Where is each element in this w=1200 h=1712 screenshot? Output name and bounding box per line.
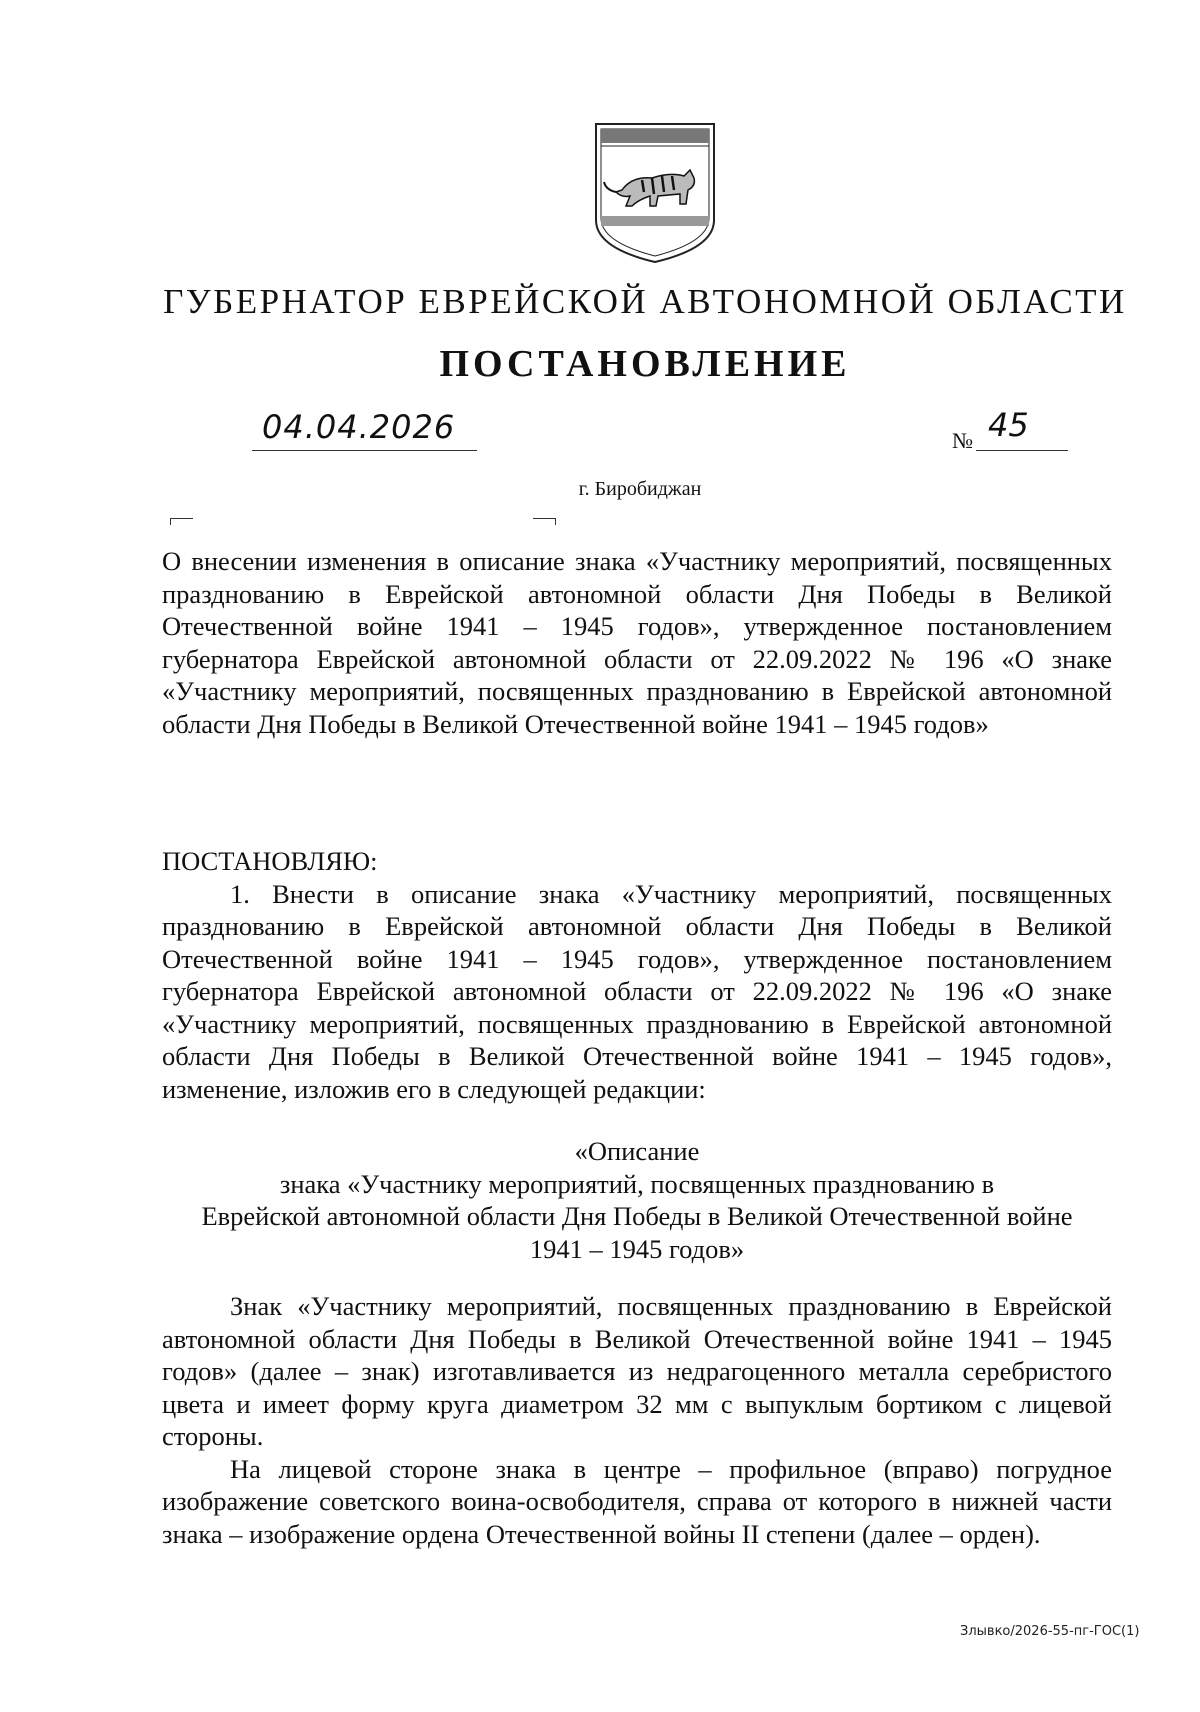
description-body [162, 1290, 1112, 1550]
description-heading-line: 1941 – 1945 годов» [529, 1233, 745, 1264]
decree-heading: ПОСТАНОВЛЯЮ: [162, 846, 378, 876]
document-number: 45 [988, 406, 1029, 444]
coat-of-arms-emblem [592, 120, 718, 266]
description-heading [162, 1135, 1112, 1265]
document-date: 04.04.2026 [262, 408, 456, 446]
description-paragraph-1: Знак «Участнику мероприятий, посвященных празднованию в Еврейской автономной области Дня Победы в Великой Отечественной войне 1941 – 1945 годов» (далее – знак) изготавливается из недрагоценного металла серебристого цвета и имеет форму круга диаметром 32 мм с выпуклым бортиком с лицевой стороны. [162, 1291, 1112, 1451]
document-type-title: ПОСТАНОВЛЕНИЕ [439, 343, 851, 385]
decree-item-1: 1. Внести в описание знака «Участнику мероприятий, посвященных празднованию в Еврейской автономной области Дня Победы в Великой Отечественной войне 1941 – 1945 годов», утвержденное постановлением губернатора Еврейской автономной области от 22.09.2022 № 196 «О знаке «Участнику мероприятий, посвященных празднованию в Еврейской автономной области Дня Победы в Великой Отечественной войне 1941 – 1945 годов», изменение, изложив его в следующей редакции: [162, 878, 1112, 1104]
description-heading-line: «Описание [574, 1136, 700, 1166]
date-underline [252, 450, 477, 451]
document-number-label: № [952, 428, 973, 453]
title-corner-right [533, 518, 556, 525]
title-corner-left [170, 518, 193, 525]
description-heading-line: знака «Участнику мероприятий, посвященных празднованию в [279, 1168, 995, 1199]
issuing-authority: ГУБЕРНАТОР ЕВРЕЙСКОЙ АВТОНОМНОЙ ОБЛАСТИ [163, 282, 1127, 321]
description-paragraph-2: На лицевой стороне знака в центре – профильное (вправо) погрудное изображение советского воина-освободителя, справа от которого в нижней части знака – изображение ордена Отечественной войны II степени (далее – орден). [162, 1453, 1112, 1549]
city-name: г. Биробиджан [578, 478, 702, 500]
number-underline [976, 450, 1068, 451]
decree-section [162, 845, 1112, 1105]
footer-document-code: Злывко/2026-55-пг-ГОС(1) [960, 1624, 1140, 1639]
description-heading-line: Еврейской автономной области Дня Победы в Великой Отечественной войне [201, 1201, 1073, 1231]
document-subject-title: О внесении изменения в описание знака «Участнику мероприятий, посвященных празднованию в Еврейской автономной области Дня Победы в Великой Отечественной войне 1941 – 1945 годов», утвержденное постановлением губернатора Еврейской автономной области от 22.09.2022 № 196 «О знаке «Участнику мероприятий, посвященных празднованию в Еврейской автономной области Дня Победы в Великой Отечественной войне 1941 – 1945 годов» [162, 546, 1112, 739]
